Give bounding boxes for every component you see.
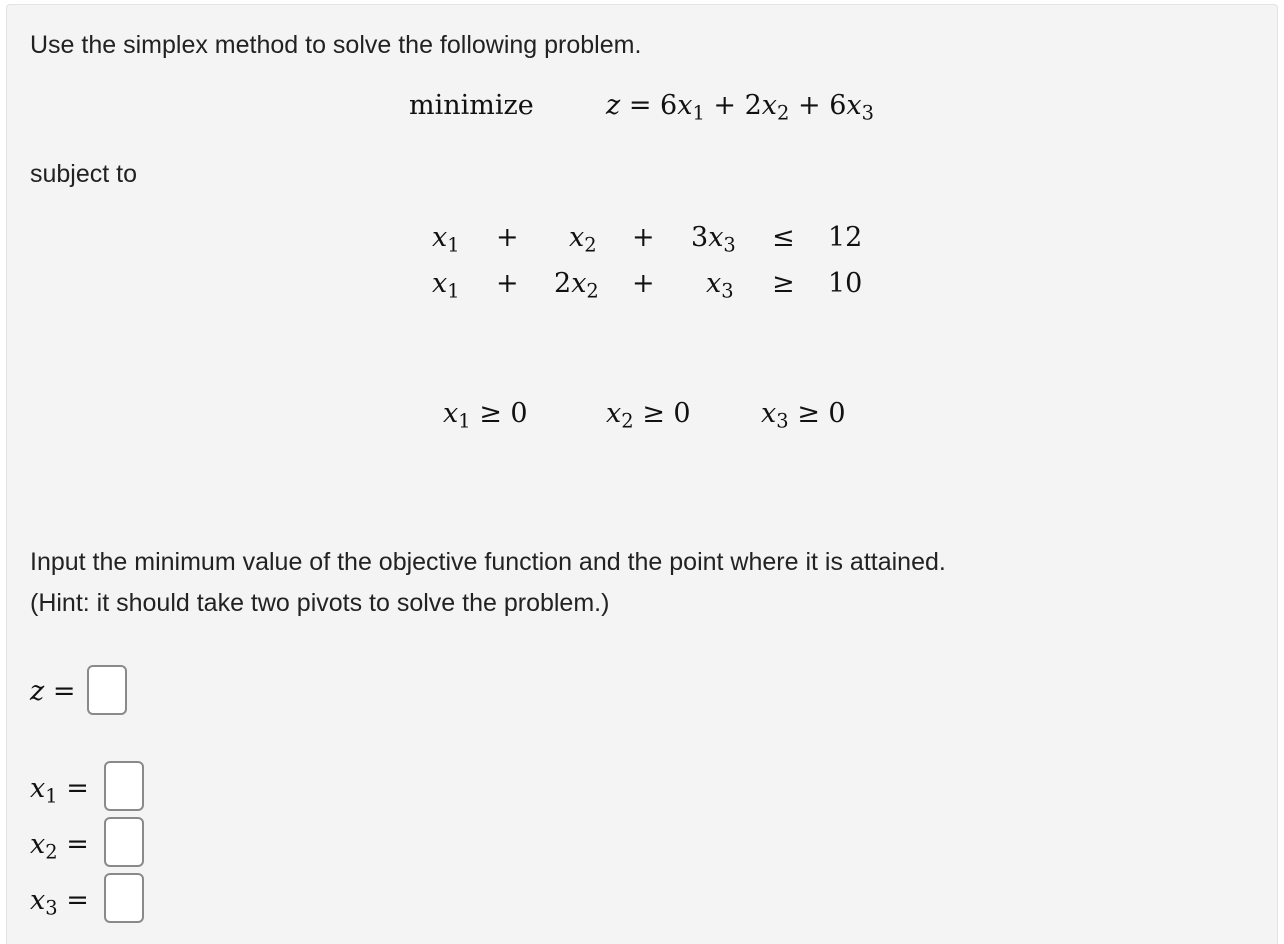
constraint-1-relation: ≤ [772,222,795,253]
constraint-2-rhs: 10 [828,268,863,299]
answer-z-input[interactable] [87,665,127,715]
constraint-2-term-2: $2x_2$ [554,268,599,303]
hint-line: (Hint: it should take two pivots to solve the problem.) [30,589,610,617]
answer-x2-input[interactable] [104,817,144,867]
instruction-text: Use the simplex method to solve the following problem. [30,31,642,59]
prompt-line-1: Input the minimum value of the objective function and the point where it is attained. [30,548,946,576]
answer-x3-label: $x_3$ = [30,885,89,920]
answer-x2-label: $x_2$ = [30,829,89,864]
problem-panel [6,4,1278,944]
answer-x3-input[interactable] [104,873,144,923]
constraint-2-relation: ≥ [772,268,795,299]
constraint-1-rhs: 12 [828,222,863,253]
nonneg-x3: $x_3 \ge 0$ [761,398,846,433]
subject-to-label: subject to [30,160,138,188]
constraint-1-op-2: + [632,222,655,253]
objective-function: $z = 6x_1 + 2x_2 + 6x_3$ [606,90,874,125]
answer-z-label: z = [30,676,76,707]
constraint-1-term-1: $x_1$ [432,222,460,257]
constraint-2-term-1: $x_1$ [432,268,460,303]
constraint-1-op-1: + [496,222,519,253]
nonneg-x1: $x_1 \ge 0$ [443,398,528,433]
constraint-1-term-2: $x_2$ [569,222,597,257]
constraint-2-op-2: + [632,268,655,299]
answer-x1-label: $x_1$ = [30,773,89,808]
answer-x1-input[interactable] [104,761,144,811]
objective-label: minimize [409,90,534,121]
constraint-2-term-3: $x_3$ [706,268,734,303]
constraint-2-op-1: + [496,268,519,299]
nonneg-x2: $x_2 \ge 0$ [606,398,691,433]
constraint-1-term-3: $3x_3$ [691,222,736,257]
